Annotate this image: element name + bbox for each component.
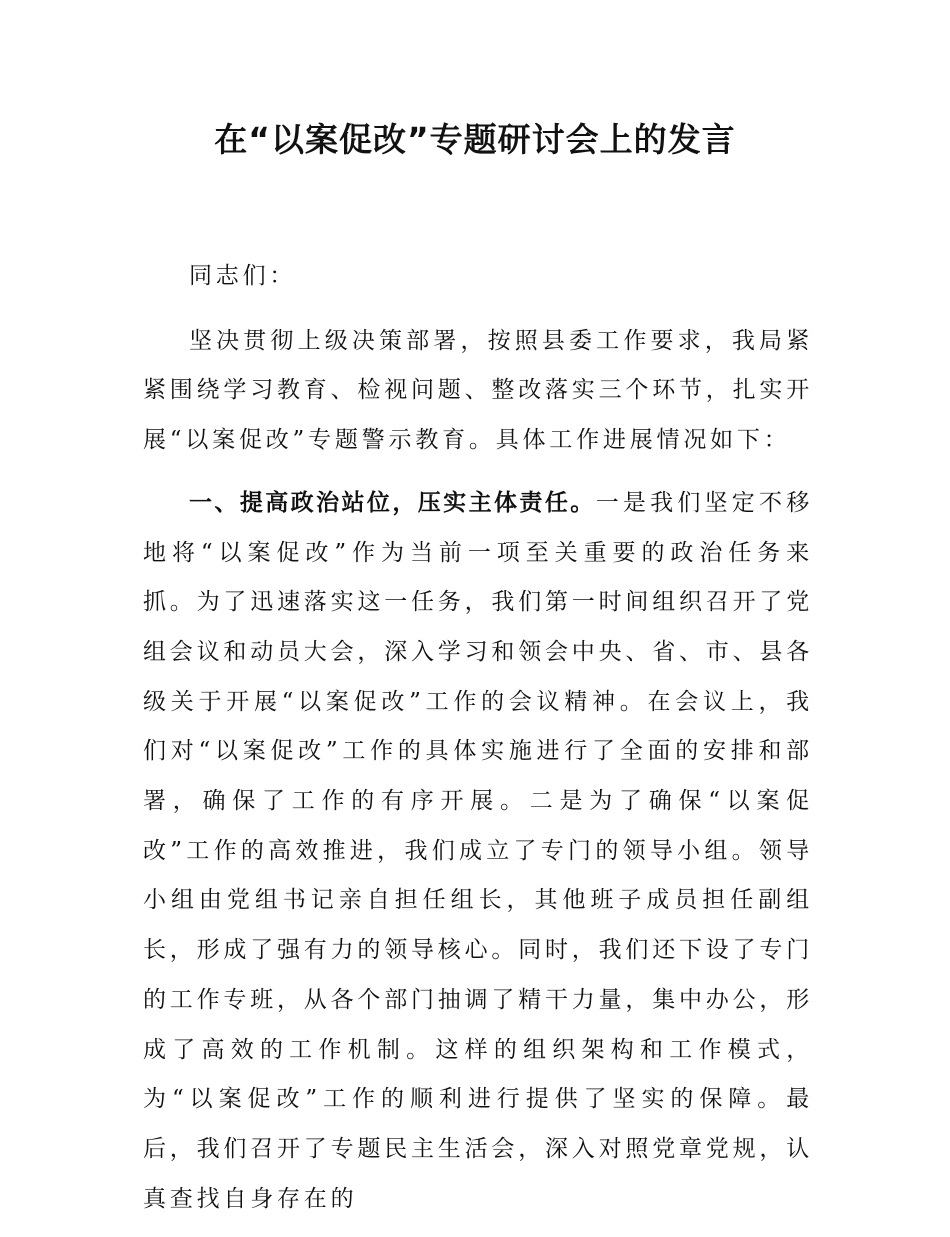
- document-title: 在“以案促改”专题研讨会上的发言: [214, 120, 736, 159]
- intro-paragraph: 坚决贯彻上级决策部署，按照县委工作要求，我局紧紧围绕学习教育、检视问题、整改落实三个环节，扎实开展“以案促改”专题警示教育。具体工作进展情况如下：: [143, 327, 813, 454]
- section-1-heading: 一、提高政治站位，压实主体责任。: [189, 489, 596, 516]
- document-body: [143, 252, 813, 1237]
- section-1-body: 一是我们坚定不移地将“以案促改”作为当前一项至关重要的政治任务来抓。为了迅速落实这一任务，我们第一时间组织召开了党组会议和动员大会，深入学习和领会中央、省、市、县各级关于开展“以案促改”工作的会议精神。在会议上，我们对“以案促改”工作的具体实施进行了全面的安排和部署，确保了工作的有序开展。二是为了确保“以案促改”工作的高效推进，我们成立了专门的领导小组。领导小组由党组书记亲自担任组长，其他班子成员担任副组长，形成了强有力的领导核心。同时，我们还下设了专门的工作专班，从各个部门抽调了精干力量，集中办公，形成了高效的工作机制。这样的组织架构和工作模式，为“以案促改”工作的顺利进行提供了坚实的保障。最后，我们召开了专题民主生活会，深入对照党章党规，认真查找自身存在的: [143, 489, 814, 1212]
- salutation: 同志们：: [189, 263, 297, 289]
- section-1-paragraph: [143, 479, 813, 1225]
